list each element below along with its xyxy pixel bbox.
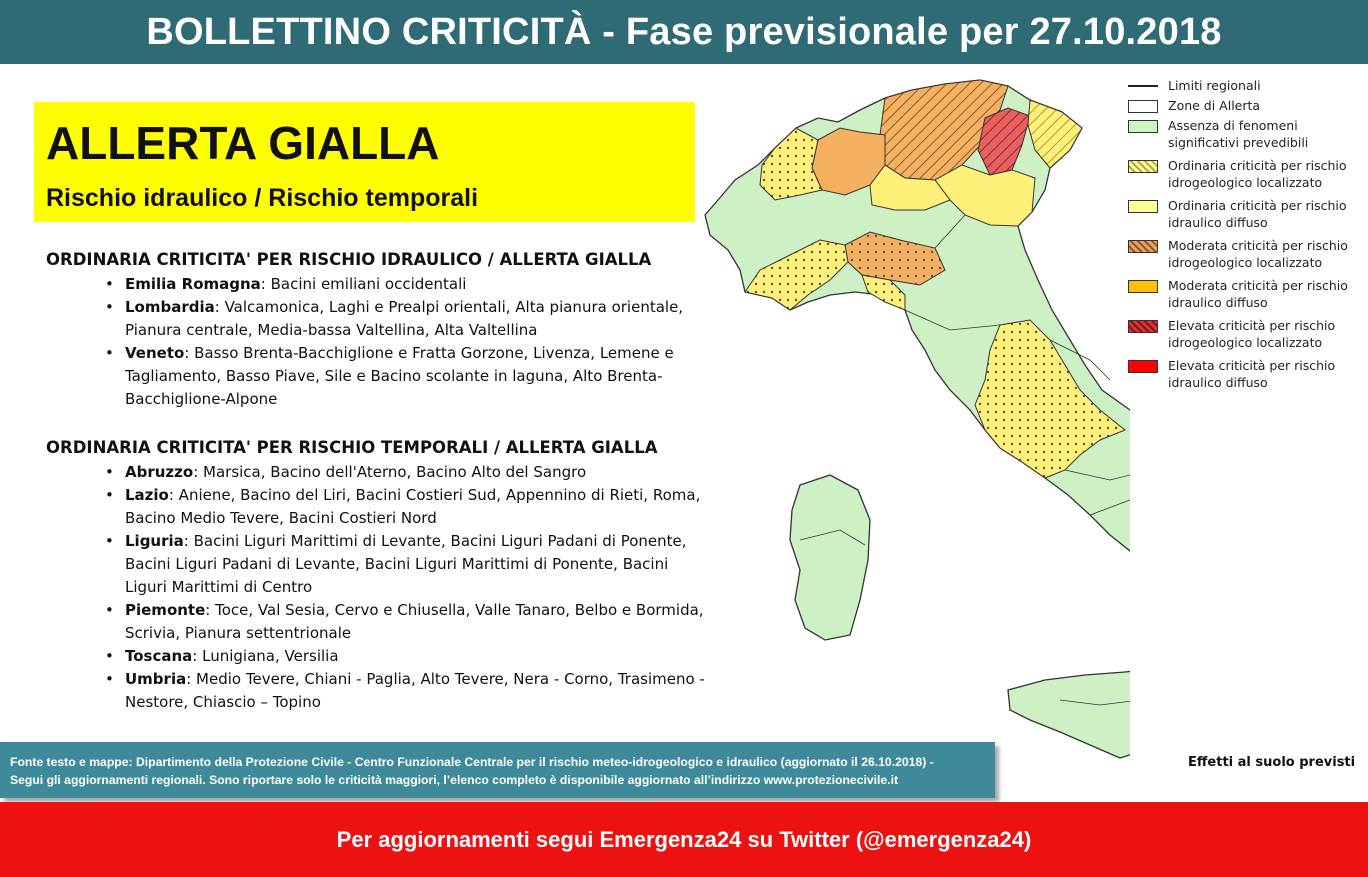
- legend-swatch-hatched: [1128, 320, 1158, 333]
- legend-label: Assenza di fenomeni significativi prevedibili: [1168, 118, 1309, 150]
- legend-swatch: [1128, 360, 1158, 373]
- legend-label: Zone di Allerta: [1168, 98, 1261, 113]
- legend-swatch: [1128, 120, 1158, 133]
- map-caption: Effetti al suolo previsti: [1188, 755, 1356, 770]
- legend-item: [1126, 356, 1362, 396]
- legend-label: Elevata criticità per rischio idrogeologico localizzato: [1168, 318, 1336, 350]
- legend-swatch: [1128, 100, 1158, 113]
- list-item: [46, 484, 706, 530]
- region-name: Piemonte: [125, 601, 206, 619]
- list-item: [46, 645, 706, 668]
- zone-piemonte: [760, 128, 822, 200]
- zone-names: : Bacini Liguri Marittimi di Levante, Bacini Liguri Padani di Ponente, Bacini Liguri Padani di Levante, Bacini Liguri Marittimi di Ponente, Bacini Liguri Marittimi di Centro: [125, 532, 687, 596]
- map-legend: [1126, 76, 1362, 396]
- zone-list: [46, 273, 706, 411]
- region-name: Lazio: [125, 486, 169, 504]
- legend-item: [1126, 236, 1362, 276]
- region-name: Liguria: [125, 532, 184, 550]
- legend-item: [1126, 76, 1362, 96]
- legend-swatch: [1128, 200, 1158, 213]
- sardinia: [790, 475, 870, 640]
- source-note: [0, 742, 995, 798]
- region-name: Emilia Romagna: [125, 275, 261, 293]
- footer-text: Per aggiornamenti segui Emergenza24 su Twitter (@emergenza24): [336, 826, 1032, 852]
- region-name: Veneto: [125, 344, 185, 362]
- legend-item: [1126, 116, 1362, 156]
- region-name: Abruzzo: [125, 463, 194, 481]
- legend-label: Ordinaria criticità per rischio idrogeologico localizzato: [1168, 158, 1347, 190]
- zone-names: : Lunigiana, Versilia: [192, 647, 339, 665]
- zone-names: : Medio Tevere, Chiani - Paglia, Alto Tevere, Nera - Corno, Trasimeno - Nestore, Chiascio – Topino: [125, 670, 705, 711]
- region-name: Lombardia: [125, 298, 215, 316]
- zone-names: : Valcamonica, Laghi e Prealpi orientali, Alta pianura orientale, Pianura centrale, Media-bassa Valtellina, Alta Valtellina: [125, 298, 684, 339]
- legend-item: [1126, 96, 1362, 116]
- legend-item: [1126, 316, 1362, 356]
- footer-bar: [0, 802, 1368, 877]
- bulletin-title: BOLLETTINO CRITICITÀ - Fase previsionale per 27.10.2018: [146, 10, 1222, 53]
- zone-list: [46, 461, 706, 714]
- zone-names: : Basso Brenta-Bacchiglione e Fratta Gorzone, Livenza, Lemene e Tagliamento, Basso Piave, Sile e Bacino scolante in laguna, Alto Brenta-Bacchiglione-Alpone: [125, 344, 674, 408]
- zone-names: : Marsica, Bacino dell'Aterno, Bacino Alto del Sangro: [193, 463, 587, 481]
- italy-alert-map: [700, 70, 1130, 770]
- legend-label: Moderata criticità per rischio idraulico diffuso: [1168, 278, 1348, 310]
- header-bar: [0, 0, 1368, 64]
- zone-names: : Aniene, Bacino del Liri, Bacini Costieri Sud, Appennino di Rieti, Roma, Bacino Medio Tevere, Bacini Costieri Nord: [125, 486, 701, 527]
- source-line-1: Fonte testo e mappe: Dipartimento della Protezione Civile - Centro Funzionale Centrale per il rischio meteo-idrogeologico e idraulico (aggiornato il 26.10.2018) -: [10, 755, 934, 769]
- legend-line-swatch: [1128, 85, 1158, 87]
- legend-label: Elevata criticità per rischio idraulico diffuso: [1168, 358, 1336, 390]
- list-item: [46, 342, 706, 411]
- legend-swatch: [1128, 280, 1158, 293]
- source-line-2: Segui gli aggiornamenti regionali. Sono riportare solo le criticità maggiori, l’elenco completo è disponibile aggiornato all’indirizzo www.protezionecivile.it: [10, 773, 899, 787]
- legend-item: [1126, 156, 1362, 196]
- sicily: [1008, 668, 1130, 758]
- list-item: [46, 668, 706, 714]
- section-idraulico: [46, 250, 706, 411]
- list-item: [46, 461, 706, 484]
- legend-item: [1126, 196, 1362, 236]
- list-item: [46, 530, 706, 599]
- legend-label: Ordinaria criticità per rischio idraulico diffuso: [1168, 198, 1347, 230]
- section-heading: ORDINARIA CRITICITA' PER RISCHIO IDRAULICO / ALLERTA GIALLA: [46, 250, 652, 269]
- legend-label: Moderata criticità per rischio idrogeologico localizzato: [1168, 238, 1348, 270]
- alert-subtitle: Rischio idraulico / Rischio temporali: [46, 184, 479, 212]
- legend-swatch-hatched: [1128, 160, 1158, 173]
- list-item: [46, 273, 706, 296]
- list-item: [46, 599, 706, 645]
- region-name: Toscana: [125, 647, 193, 665]
- legend-label: Limiti regionali: [1168, 78, 1261, 93]
- legend-item: [1126, 276, 1362, 316]
- zone-names: : Toce, Val Sesia, Cervo e Chiusella, Valle Tanaro, Belbo e Bormida, Scrivia, Pianura settentrionale: [125, 601, 704, 642]
- list-item: [46, 296, 706, 342]
- legend-swatch-hatched: [1128, 240, 1158, 253]
- region-name: Umbria: [125, 670, 187, 688]
- section-temporali: [46, 438, 706, 714]
- section-heading: ORDINARIA CRITICITA' PER RISCHIO TEMPORALI / ALLERTA GIALLA: [46, 438, 658, 457]
- alert-title: ALLERTA GIALLA: [46, 117, 440, 169]
- zone-names: : Bacini emiliani occidentali: [260, 275, 467, 293]
- alert-box: [34, 102, 695, 222]
